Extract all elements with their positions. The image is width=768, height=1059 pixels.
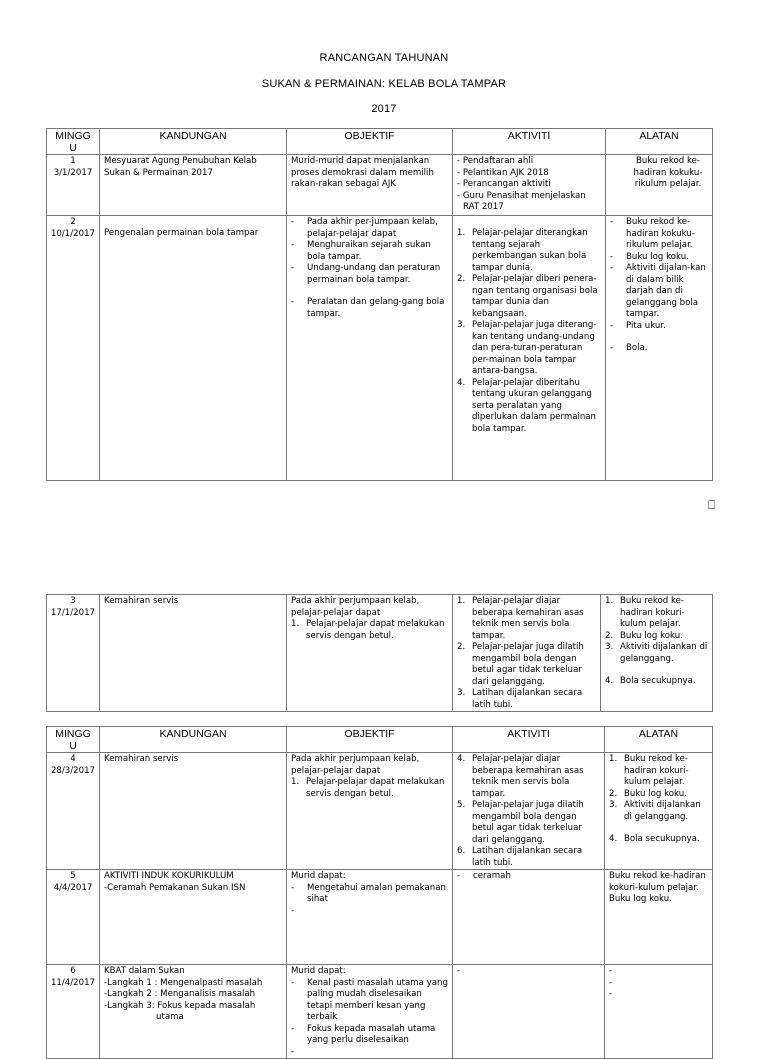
content-line: -Langkah 2 : Menganalisis masalah (104, 989, 256, 999)
activity-cell (453, 595, 601, 712)
spacer (605, 665, 708, 676)
list-item: - (457, 966, 461, 976)
list-item: 1. Pelajar-pelajar diajar beberapa kemahiran asas teknik men servis bola tampar. (457, 596, 584, 641)
week-cell (47, 870, 100, 965)
spacer (609, 823, 708, 834)
list-item: 3. Latihan dijalankan secara latih tubi. (457, 688, 583, 710)
col-header-tools: ALATAN (605, 727, 713, 753)
activity-line: RAT 2017 (463, 202, 504, 212)
content-cell: Kemahiran servis (100, 595, 287, 712)
col-header-week: MINGG U (47, 129, 100, 155)
week-date: 4/4/2017 (53, 882, 93, 893)
list-item: 1. Pelajar-pelajar dapat melakukan servis dengan betul. (291, 777, 445, 799)
tools-cell: Buku rekod ke-hadiran kokuri-kulum pelajar. Buku log koku. (605, 870, 713, 965)
list-item: 4. Pelajar-pelajar diajar beberapa kemahiran asas teknik men servis bola tampar. (457, 754, 584, 799)
list-item: - Aktiviti dijalan-kan di dalam bilik darjah dan di gelanggang bola tampar. (610, 263, 706, 319)
list-item: - Fokus kepada masalah utama yang perlu diselesaikan (291, 1023, 436, 1045)
activity-cell (453, 753, 605, 870)
week-cell (47, 216, 100, 481)
content-line: KBAT dalam Sukan (104, 966, 185, 976)
table-row (47, 965, 713, 1059)
list-item: 1. Buku rekod ke-hadiran kokuri-kulum pelajar. (605, 596, 685, 629)
list-item: - ceramah (457, 871, 511, 881)
week-number: 3 (70, 596, 76, 606)
document-year: 2017 (371, 103, 397, 115)
list-item: - Undang-undang dan peraturan permainan bola tampar. (291, 263, 441, 285)
list-item: - Mengetahui amalan pemakanan sihat (291, 882, 446, 904)
objective-intro: Pada akhir perjumpaan kelab, pelajar-pelajar dapat (291, 754, 420, 776)
list-item: - Menghuraikan sejarah sukan bola tampar. (291, 240, 431, 262)
table-row (47, 216, 713, 481)
week-date: 17/1/2017 (50, 607, 96, 618)
content-line: utama (156, 1012, 184, 1022)
table-row (47, 155, 713, 216)
content-cell: Kemahiran servis (100, 753, 287, 870)
table-row (47, 870, 713, 965)
list-item: 4. Pelajar-pelajar diberitahu tentang ukuran gelanggang serta peralatan yang diperlukan dalam permainan bola tampar. (457, 377, 597, 434)
objective-intro: Murid dapat: (291, 966, 346, 976)
list-item: - Pada akhir per-jumpaan kelab, pelajar-pelajar dapat (291, 217, 438, 239)
list-item: - Buku rekod ke-hadiran kokuku-rikulum pelajar. (610, 217, 695, 250)
list-item: 2. Buku log koku. (605, 630, 683, 641)
list-item: - Peralatan dan gelang-gang bola tampar. (291, 297, 445, 319)
list-item: 2. Buku log koku. (609, 788, 687, 799)
content-cell (100, 870, 287, 965)
activity-cell (453, 216, 606, 481)
week-number: 2 (70, 217, 76, 227)
list-item: 5. Pelajar-pelajar juga dilatih mengambil bola dengan betul agar tidak terkeluar dari gelanggang. (457, 800, 584, 845)
content-line: -Ceramah Pemakanan Sukan ISN (104, 882, 246, 893)
list-item: 3. Aktiviti dijalankan di gelanggang. (605, 642, 708, 664)
spacer (610, 332, 708, 343)
objective-intro: Pada akhir perjumpaan kelab, pelajar-pelajar dapat (291, 596, 420, 618)
week-cell (47, 965, 100, 1059)
objective-cell (287, 753, 453, 870)
objective-cell (287, 870, 453, 965)
objective-cell (287, 965, 453, 1059)
week-date: 11/4/2017 (50, 977, 96, 988)
list-item: 3. Aktiviti dijalankan di gelanggang. (609, 800, 701, 822)
list-item: 3. Pelajar-pelajar juga diterang-kan tentang undang-undang dan pera-turan-peraturan per-mainan bola tampar antara-bangsa. (457, 320, 597, 376)
col-header-activity: AKTIVITI (453, 129, 606, 155)
activity-cell (453, 965, 605, 1059)
list-item: - Buku log koku. (610, 251, 689, 262)
tools-cell (605, 965, 713, 1059)
list-item: - Pita ukur. (610, 320, 666, 331)
col-header-content: KANDUNGAN (100, 129, 287, 155)
content-cell (100, 965, 287, 1059)
col-header-objective: OBJEKTIF (287, 727, 453, 753)
list-item: - (291, 1046, 295, 1057)
plan-table-1 (46, 128, 713, 481)
activity-line: - Perancangan aktiviti (457, 179, 551, 189)
content-line: -Langkah 3: Fokus kepada masalah (104, 1000, 256, 1011)
activity-line: - Pendaftaran ahli (457, 156, 534, 166)
objective-cell (287, 216, 453, 481)
list-item: 1. Buku rekod ke-hadiran kokuri-kulum pelajar. (609, 754, 689, 787)
tools-cell: Buku rekod ke-hadiran kokuku-rikulum pelajar. (606, 155, 713, 216)
plan-table-2 (46, 594, 713, 712)
tools-cell (605, 753, 713, 870)
activity-cell (453, 155, 606, 216)
col-header-content: KANDUNGAN (100, 727, 287, 753)
document-subtitle: SUKAN & PERMAINAN: KELAB BOLA TAMPAR (261, 78, 507, 90)
list-item: - Bola. (610, 343, 648, 353)
week-number: 1 (70, 156, 76, 166)
col-header-activity: AKTIVITI (453, 727, 605, 753)
list-item: 4. Bola secukupnya. (609, 834, 700, 844)
objective-cell: Murid-murid dapat menjalankan proses demokrasi dalam memilih rakan-rakan sebagai AJK (287, 155, 453, 216)
content-cell: Mesyuarat Agung Penubuhan Kelab Sukan & Permainan 2017 (100, 155, 287, 216)
tools-cell (601, 595, 713, 712)
list-item: 2. Pelajar-pelajar juga dilatih mengambil bola dengan betul agar tidak terkeluar dari gelanggang. (457, 642, 584, 687)
week-number: 5 (70, 871, 76, 881)
week-date: 10/1/2017 (50, 228, 96, 239)
list-item: - Kenal pasti masalah utama yang paling mudah diselesaikan tetapi memberi kesan yang terbaik (291, 977, 448, 1022)
week-cell (47, 595, 100, 712)
table-header-row (47, 129, 713, 155)
col-header-objective: OBJEKTIF (287, 129, 453, 155)
list-item: - (609, 977, 613, 988)
content-cell: Pengenalan permainan bola tampar (100, 216, 287, 481)
activity-cell (453, 870, 605, 965)
page-break-marker: ⎕ (708, 498, 716, 512)
objective-intro: Murid dapat: (291, 871, 346, 881)
list-item: 1. Pelajar-pelajar diterangkan tentang sejarah perkembangan sukan bola tampar dunia. (457, 228, 588, 273)
activity-line: - Guru Penasihat menjelaskan (457, 190, 586, 201)
spacer (291, 286, 448, 297)
list-item: - (609, 966, 613, 976)
table-row (47, 595, 713, 712)
document-title: RANCANGAN TAHUNAN (319, 52, 449, 64)
week-cell (47, 155, 100, 216)
content-line: -Langkah 1 : Mengenalpasti masalah (104, 977, 263, 988)
week-number: 4 (70, 754, 76, 764)
week-date: 3/1/2017 (53, 167, 93, 178)
week-cell (47, 753, 100, 870)
activity-line: - Pelantikan AJK 2018 (457, 167, 549, 178)
table-header-row (47, 727, 713, 753)
objective-cell (287, 595, 453, 712)
col-header-week: MINGG U (47, 727, 100, 753)
tools-cell (606, 216, 713, 481)
col-header-tools: ALATAN (606, 129, 713, 155)
list-item: - (609, 989, 613, 999)
week-date: 28/3/2017 (50, 765, 96, 776)
list-item: 2. Pelajar-pelajar diberi penera-ngan tentang organisasi bola tampar dunia dan kebangsaan. (457, 274, 598, 319)
list-item: 6. Latihan dijalankan secara latih tubi. (457, 846, 583, 868)
content-line: AKTIVITI INDUK KOKURIKULUM (104, 871, 234, 881)
list-item: 1. Pelajar-pelajar dapat melakukan servis dengan betul. (291, 619, 445, 641)
list-item: 4. Bola secukupnya. (605, 676, 696, 686)
table-row (47, 753, 713, 870)
plan-table-3 (46, 726, 713, 1059)
list-item: - (291, 905, 295, 916)
week-number: 6 (70, 966, 76, 976)
